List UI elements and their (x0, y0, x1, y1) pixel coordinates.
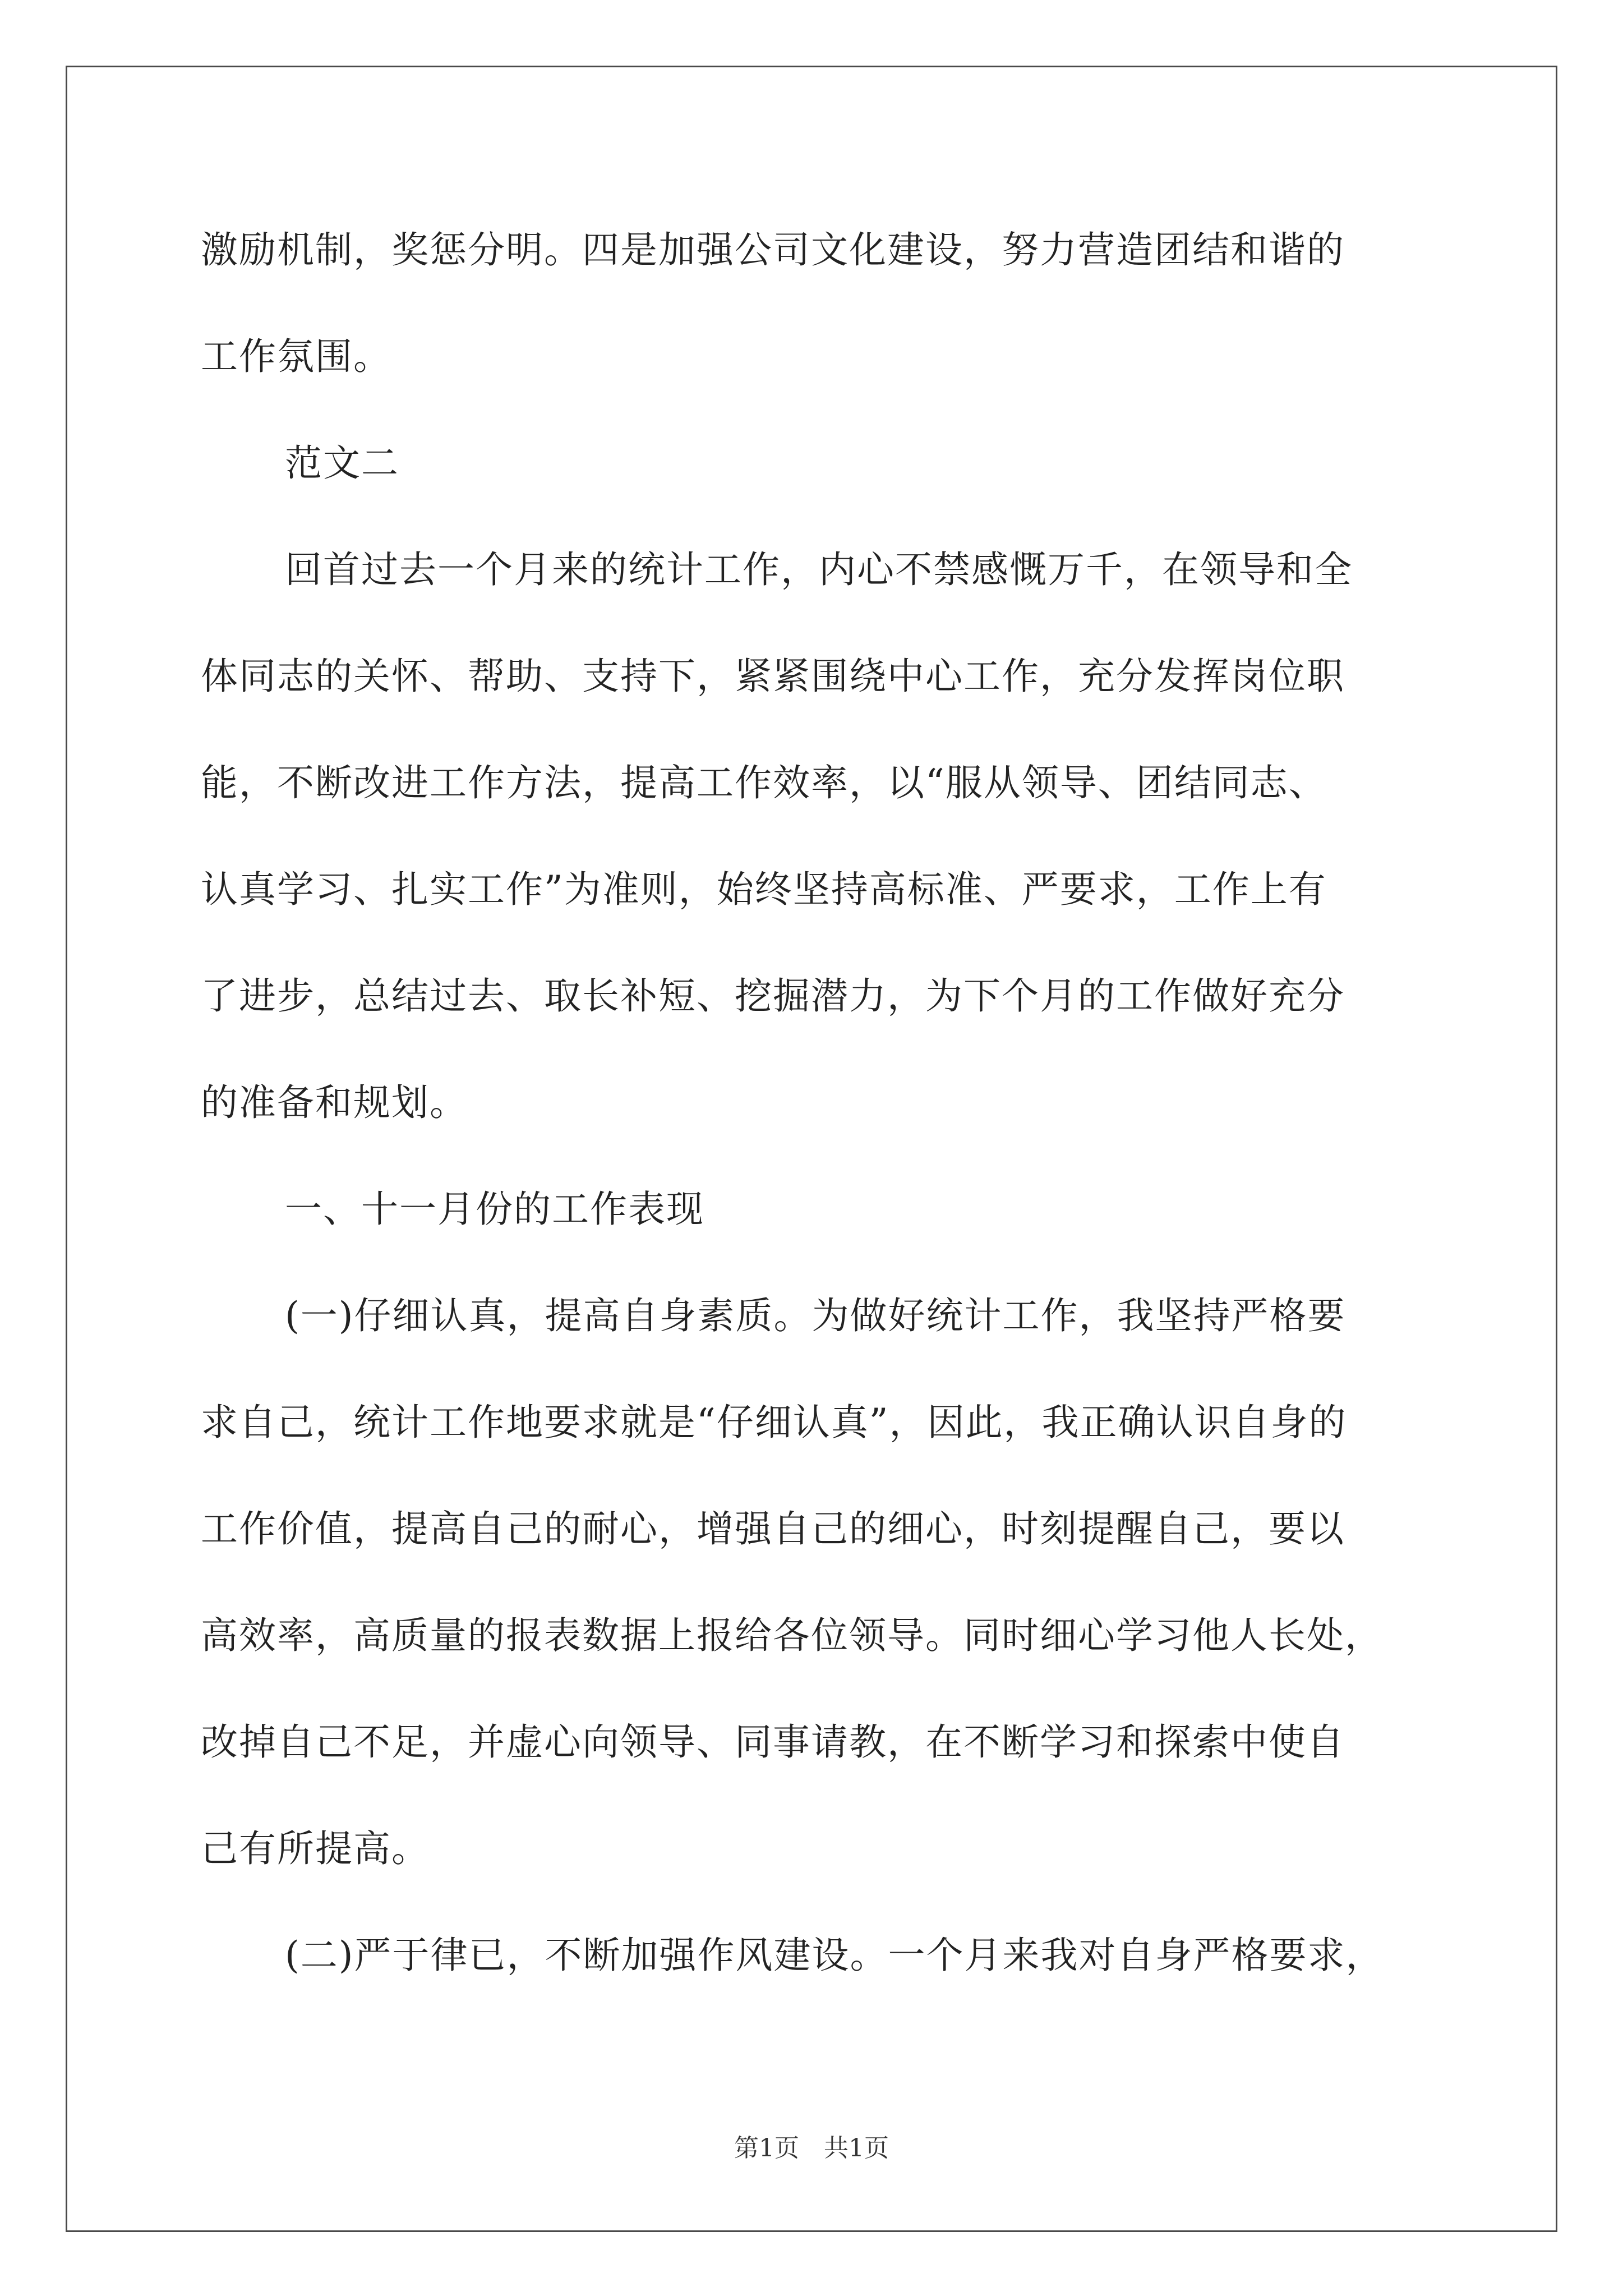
section-heading: 一、十一月份的工作表现 (285, 1188, 704, 1231)
text-line: 高效率，高质量的报表数据上报给各位领导。同时细心学习他人长处， (201, 1614, 1383, 1657)
page-number: 第1页 共1页 (734, 2134, 889, 2162)
page-border (66, 66, 1557, 2232)
text-line: 激励机制，奖惩分明。四是加强公司文化建设，努力营造团结和谐的 (201, 228, 1345, 272)
text-line: 的准备和规划。 (201, 1081, 468, 1124)
text-line: 了进步，总结过去、取长补短、挖掘潜力，为下个月的工作做好充分 (201, 974, 1345, 1018)
text-line: 认真学习、扎实工作”为准则，始终坚持高标准、严要求，工作上有 (201, 868, 1327, 911)
text-line: 能，不断改进工作方法，提高工作效率，以“服从领导、团结同志、 (201, 761, 1327, 804)
text-line: 改掉自己不足，并虚心向领导、同事请教，在不断学习和探索中使自 (201, 1720, 1345, 1764)
text-line: 己有所提高。 (201, 1827, 430, 1870)
text-line: 体同志的关怀、帮助、支持下，紧紧围绕中心工作，充分发挥岗位职 (201, 655, 1345, 698)
section-heading: 范文二 (285, 441, 399, 485)
text-line: (一)仔细认真，提高自身素质。为做好统计工作，我坚持严格要 (285, 1294, 1346, 1337)
text-line: 工作氛围。 (201, 335, 391, 378)
text-line: 求自己，统计工作地要求就是“仔细认真”，因此，我正确认识自身的 (201, 1401, 1347, 1444)
text-line: (二)严于律已，不断加强作风建设。一个月来我对自身严格要求， (285, 1934, 1384, 1977)
text-line: 回首过去一个月来的统计工作，内心不禁感慨万千，在领导和全 (285, 548, 1353, 591)
text-line: 工作价值，提高自己的耐心，增强自己的细心，时刻提醒自己，要以 (201, 1507, 1345, 1550)
